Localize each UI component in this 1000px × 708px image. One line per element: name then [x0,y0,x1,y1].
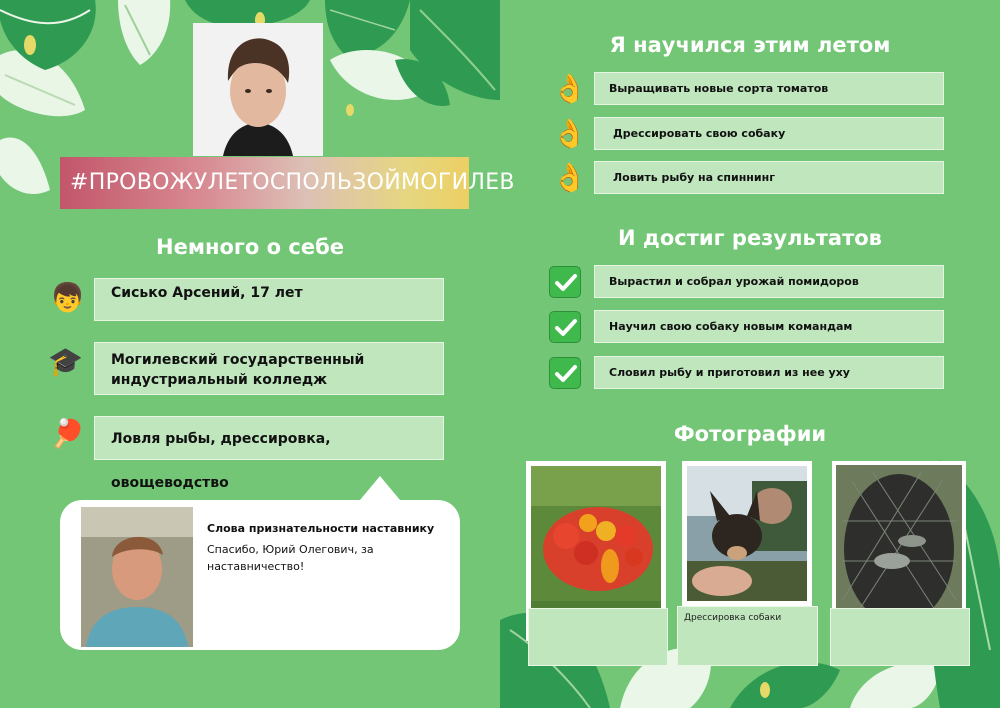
mentor-text: Спасибо, Юрий Олегович, за наставничество! [207,543,374,573]
hashtag-banner: #ПРОВОЖУЛЕТОСПОЛЬЗОЙМОГИЛЕВ [60,157,469,209]
ok-hand-icon: 👌 [552,72,587,105]
about-item-name [94,278,444,321]
student-portrait-photo [193,23,323,156]
learned-item [594,117,944,150]
mentor-title: Слова признательности наставнику [207,522,435,535]
photo-caption-tomatoes [528,608,668,666]
learned-title: Я научился этим летом [609,33,891,57]
results-item-label: Вырастил и собрал урожай помидоров [609,275,859,288]
results-item [594,356,944,389]
graduation-cap-icon: 🎓 [48,345,83,378]
photo-caption-dog: Дрессировка собаки [677,606,818,666]
about-item-label: Сисько Арсений, 17 лет [111,285,303,301]
check-mark-icon [549,311,581,343]
learned-item [594,161,944,194]
photos-title: Фотографии [673,422,827,446]
results-item-label: Словил рыбу и приготовил из нее уху [609,366,850,379]
learned-item-label: Выращивать новые сорта томатов [609,82,829,95]
results-title: И достиг результатов [618,226,882,250]
check-mark-icon [549,266,581,298]
about-item-label: Ловля рыбы, дрессировка, овощеводство [111,431,331,491]
learned-item-label: Ловить рыбу на спиннинг [613,171,775,184]
check-mark-icon [549,357,581,389]
results-item [594,310,944,343]
about-item-label: Могилевский государственный индустриальный колледж [111,352,365,388]
about-title: Немного о себе [156,235,344,259]
photo-caption-fish [830,608,970,666]
learned-item-label: Дрессировать свою собаку [613,127,786,140]
learned-item [594,72,944,105]
mentor-photo [81,507,193,647]
results-item-label: Научил свою собаку новым командам [609,320,853,333]
ok-hand-icon: 👌 [552,161,587,194]
about-item-college [94,342,444,395]
ping-pong-icon: 🏓 [50,417,85,450]
ok-hand-icon: 👌 [552,117,587,150]
results-item [594,265,944,298]
boy-face-icon: 👦 [50,281,85,314]
about-item-hobbies [94,416,444,491]
dog-photo [682,461,812,606]
